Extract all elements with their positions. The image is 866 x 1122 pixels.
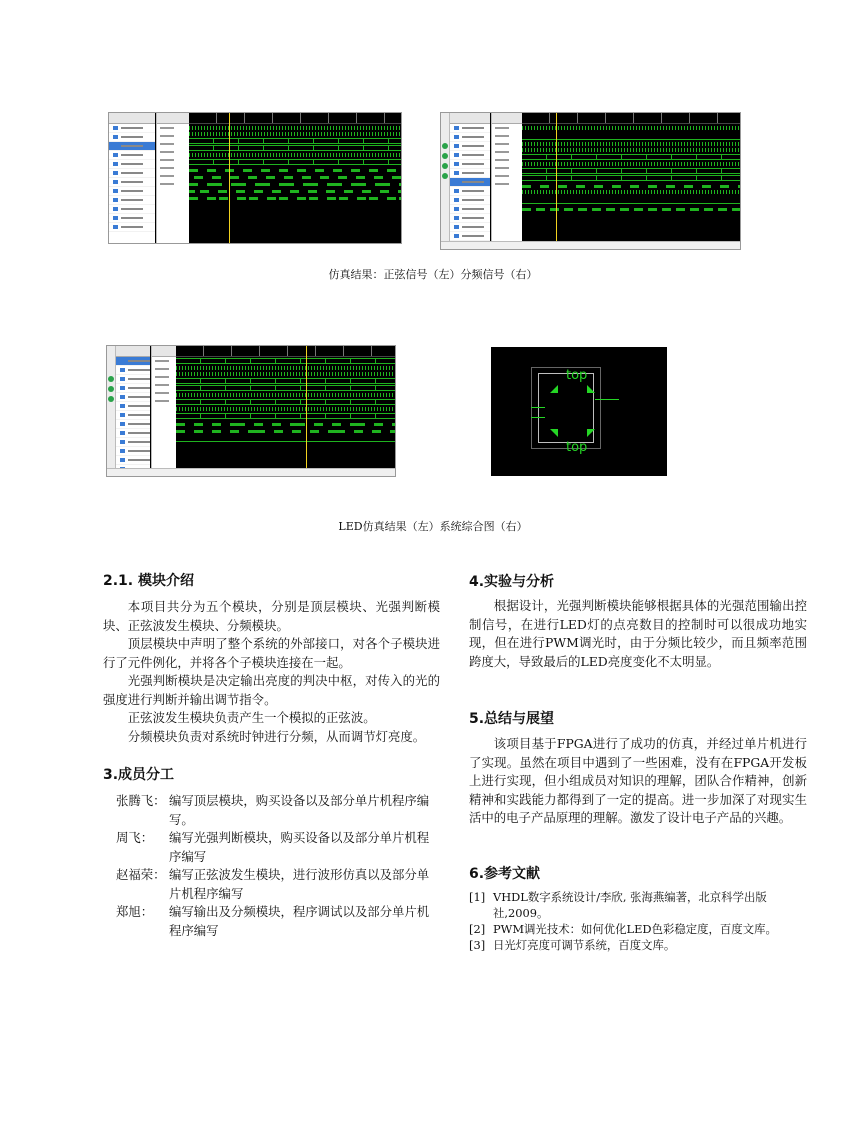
- paragraph: 根据设计，光强判断模块能够根据具体的光强范围输出控制信号，在进行LED灯的点亮数目的控制时可以很成功地实现，但在进行PWM调光时，由于分频比较少，而且频率范围跨度大，导致最后的LED亮度变化不太明显。: [469, 598, 807, 669]
- section-2-1-body: [103, 598, 440, 746]
- sine-simulation-screenshot: [108, 112, 402, 244]
- member-row: [116, 829, 440, 866]
- paragraph: 顶层模块中声明了整个系统的外部接口，对各个子模块进行了元件例化，并将各个子模块连接在一起。: [103, 636, 440, 670]
- section-heading-2-1: 2.1. 模块介绍: [103, 573, 194, 589]
- waveform-plot: [176, 346, 395, 468]
- reference-item: [469, 921, 807, 937]
- member-name: 赵福荣：: [116, 867, 166, 882]
- waveform-plot: [522, 113, 740, 241]
- schematic-pin-line: [531, 417, 545, 418]
- signal-name-column: [116, 346, 150, 476]
- section-heading-6: 6.参考文献: [469, 866, 541, 882]
- member-name: 张腾飞：: [116, 793, 166, 808]
- schematic-pin-line: [595, 399, 619, 400]
- reference-number: [3]: [469, 938, 486, 952]
- member-task: 编写顶层模块，购买设备以及部分单片机程序编写。: [169, 793, 430, 827]
- schematic-top-label: top: [566, 368, 588, 383]
- status-bar: [107, 468, 395, 476]
- member-row: [116, 903, 440, 940]
- reference-number: [1]: [469, 890, 486, 904]
- toolbar-strip: [441, 113, 450, 249]
- signal-name-column: [450, 113, 490, 249]
- reference-item: [469, 937, 807, 953]
- reference-text: VHDL数字系统设计/李欣, 张海燕编著，北京科学出版社,2009。: [493, 890, 767, 920]
- figure-caption-2: LED仿真结果（左）系统综合图（右）: [338, 520, 528, 533]
- section-heading-4: 4.实验与分析: [469, 574, 555, 590]
- schematic-top-label: top: [566, 440, 588, 455]
- signal-value-column: [156, 113, 189, 243]
- reference-list: [469, 889, 807, 953]
- section-5-body: [469, 735, 807, 828]
- reference-text: 日光灯亮度可调节系统，百度文库。: [493, 938, 676, 952]
- system-schematic: [491, 347, 667, 476]
- paragraph: 该项目基于FPGA进行了成功的仿真，并经过单片机进行了实现。虽然在项目中遇到了一些困难，没有在FPGA开发板上进行实现，但小组成员对知识的理解，团队合作精神，创新精神和实践能力都得到了一定的提高。进一步加深了对现实生活中的电子产品原理的理解。激发了设计电子产品的兴趣。: [469, 736, 807, 825]
- signal-value-column: [491, 113, 522, 249]
- divider-simulation-screenshot: [440, 112, 741, 250]
- member-row: [116, 866, 440, 903]
- section-heading-3: 3.成员分工: [103, 767, 175, 783]
- section-4-body: [469, 597, 807, 671]
- reference-number: [2]: [469, 922, 486, 936]
- signal-value-column: [151, 346, 176, 476]
- reference-item: [469, 889, 807, 921]
- led-simulation-screenshot: [106, 345, 396, 477]
- figure-caption-1: 仿真结果：正弦信号（左）分频信号（右）: [328, 268, 538, 281]
- waveform-plot: [189, 113, 401, 243]
- member-name: 周飞：: [116, 830, 154, 845]
- paragraph: 分频模块负责对系统时钟进行分频，从而调节灯亮度。: [127, 728, 426, 744]
- reference-text: PWM调光技术：如何优化LED色彩稳定度，百度文库。: [493, 922, 777, 936]
- schematic-pin-line: [531, 407, 545, 408]
- member-name: 郑旭：: [116, 904, 154, 919]
- toolbar-strip: [107, 346, 116, 476]
- paragraph: 正弦波发生模块负责产生一个模拟的正弦波。: [127, 710, 376, 725]
- member-task: 编写正弦波发生模块，进行波形仿真以及部分单片机程序编写: [169, 867, 430, 901]
- member-task: 编写输出及分频模块，程序调试以及部分单片机程序编写: [169, 904, 430, 938]
- member-row: [116, 792, 440, 829]
- member-task: 编写光强判断模块，购买设备以及部分单片机程序编写: [169, 830, 430, 864]
- signal-name-column: [109, 113, 155, 243]
- section-heading-5: 5.总结与展望: [469, 711, 555, 727]
- paragraph: 本项目共分为五个模块，分别是顶层模块、光强判断模块、正弦波发生模块、分频模块。: [103, 599, 440, 633]
- status-bar: [441, 241, 740, 249]
- member-list: [116, 792, 440, 940]
- paragraph: 光强判断模块是决定输出亮度的判决中枢，对传入的光的强度进行判断并输出调节指令。: [103, 673, 440, 707]
